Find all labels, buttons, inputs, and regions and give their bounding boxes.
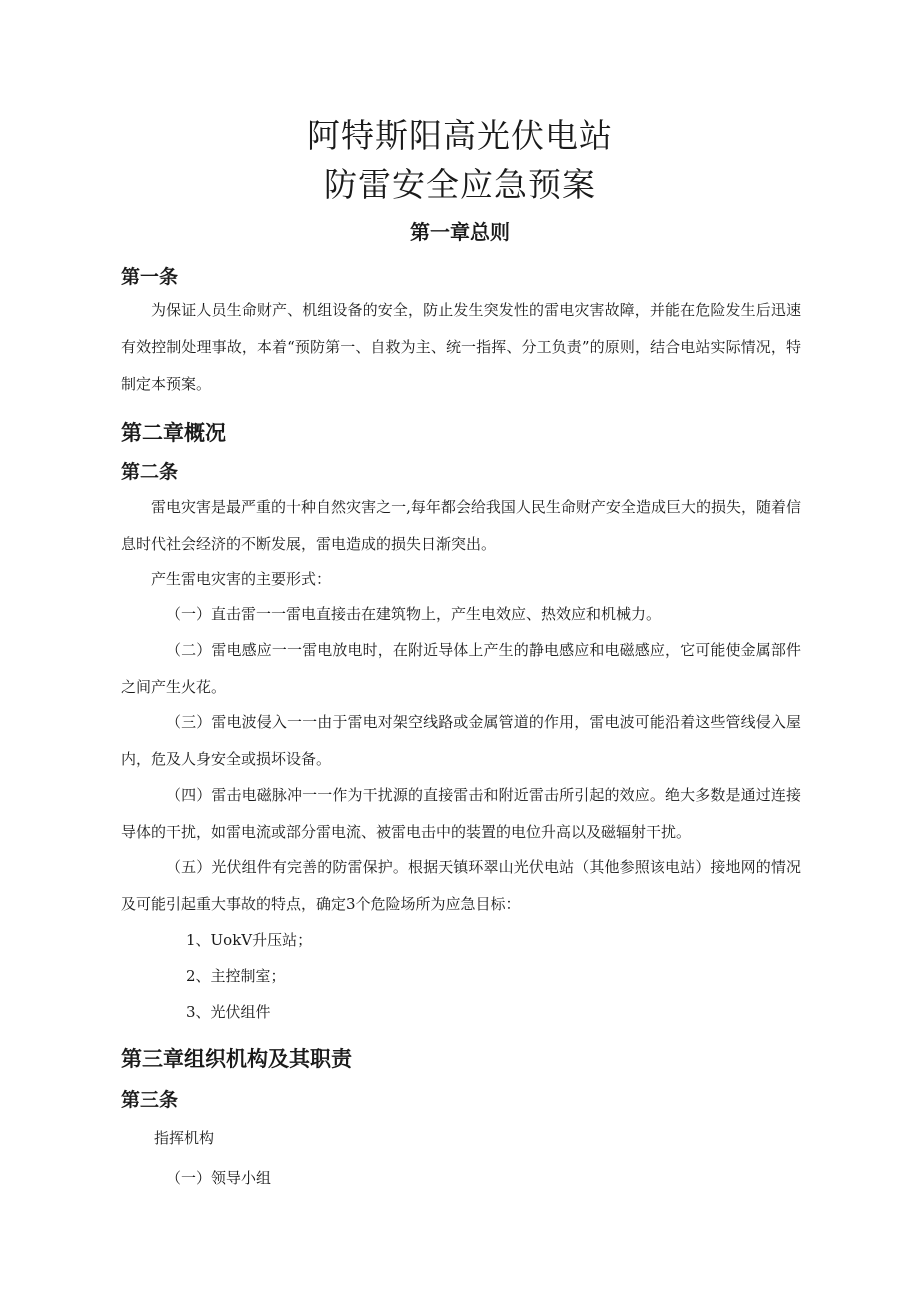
chapter2-paragraph1: 雷电灾害是最严重的十种自然灾害之一,每年都会给我国人民生命财产安全造成巨大的损失，随着信息时代社会经济的不断发展，雷电造成的损失日渐突出。 xyxy=(121,498,801,553)
chapter2-item5: （五）光伏组件有完善的防雷保护。根据天镇环翠山光伏电站（其他参照该电站）接地网的情况及可能引起重大事故的特点，确定3个危险场所为应急目标： xyxy=(121,858,801,913)
chapter2-item3: （三）雷电波侵入一一由于雷电对架空线路或金属管道的作用，雷电波可能沿着这些管线侵入屋内，危及人身安全或损坏设备。 xyxy=(121,713,801,768)
chapter3-title: 第三章组织机构及其职责 xyxy=(121,1046,352,1071)
target-item1: 1、UokV升压站； xyxy=(186,931,313,949)
chapter3-article: 第三条 xyxy=(121,1089,179,1111)
document-title-line1: 阿特斯阳高光伏电站 xyxy=(307,116,613,155)
chapter3-item1: （一）领导小组 xyxy=(166,1169,272,1187)
chapter2-item4: （四）雷击电磁脉冲一一作为干扰源的直接雷击和附近雷击所引起的效应。绝大多数是通过连接导体的干扰，如雷电流或部分雷电流、被雷电击中的装置的电位升高以及磁辐射干扰。 xyxy=(121,786,801,841)
chapter1-title: 第一章总则 xyxy=(410,220,510,244)
chapter3-subheading: 指挥机构 xyxy=(154,1129,215,1147)
target-item3: 3、光伏组件 xyxy=(186,1003,271,1021)
chapter2-article: 第二条 xyxy=(121,461,179,483)
chapter2-title: 第二章概况 xyxy=(121,420,226,445)
target-item2: 2、主控制室； xyxy=(186,967,286,985)
chapter1-paragraph: 为保证人员生命财产、机组设备的安全，防止发生突发性的雷电灾害故障，并能在危险发生后迅速有效控制处理事故，本着“预防第一、自救为主、统一指挥、分工负责”的原则，结合电站实际情况，特制定本预案。 xyxy=(121,301,801,393)
document-title-line2: 防雷安全应急预案 xyxy=(324,165,596,204)
chapter2-forms-intro: 产生雷电灾害的主要形式： xyxy=(151,570,332,588)
chapter2-item2: （二）雷电感应一一雷电放电时，在附近导体上产生的静电感应和电磁感应，它可能使金属部件之间产生火花。 xyxy=(121,641,801,696)
chapter2-item1: （一）直击雷一一雷电直接击在建筑物上，产生电效应、热效应和机械力。 xyxy=(166,605,662,623)
chapter1-article: 第一条 xyxy=(121,266,179,288)
